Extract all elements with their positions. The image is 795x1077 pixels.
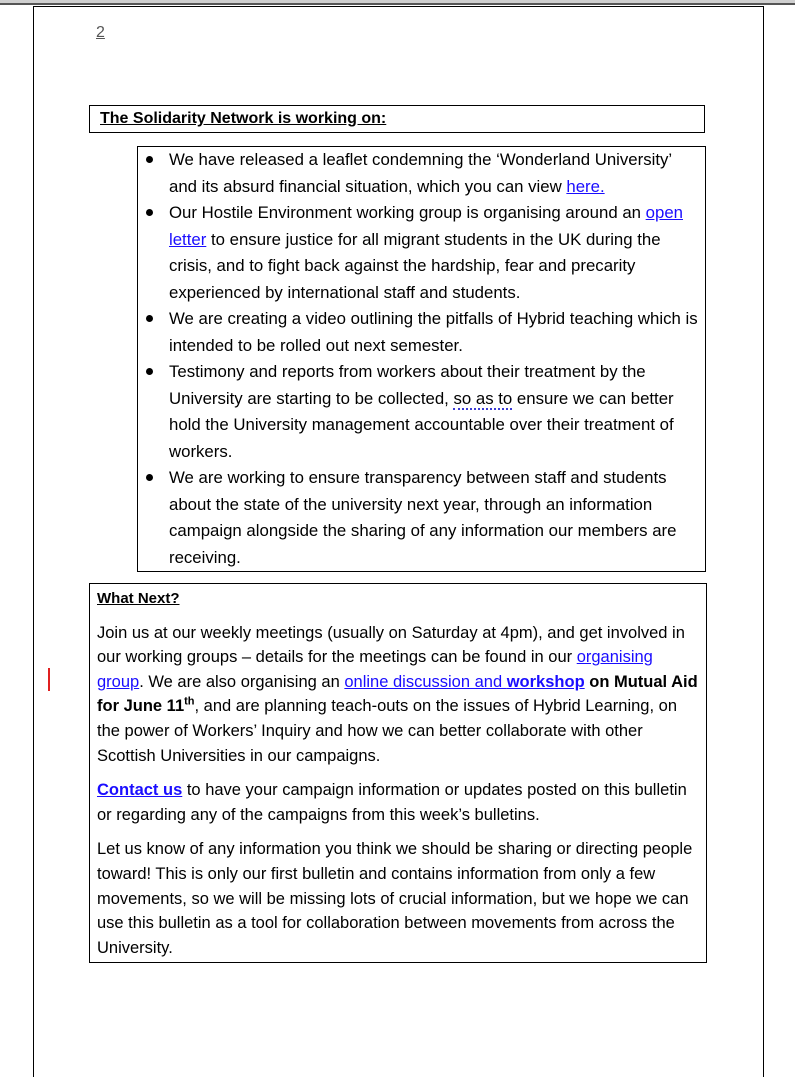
bullet-icon [146,315,153,322]
solidarity-list-item [138,465,705,571]
solidarity-list-item [138,306,705,359]
list-item-text: ensure we can better hold the University management accountable over their treatment of workers. [169,388,674,461]
what-next-paragraph-1 [97,621,699,769]
inline-link[interactable]: open letter [169,203,683,249]
organising-group-link[interactable]: organising group [97,648,653,691]
page-number: 2 [96,24,105,41]
solidarity-list-item [138,147,705,200]
solidarity-list [138,147,705,571]
p1-mutual-aid-text: on Mutual Aid for June 11 [97,672,698,716]
bullet-icon [146,156,153,163]
what-next-box [89,583,707,963]
solidarity-list-box [137,146,706,572]
what-next-heading: What Next? [97,590,180,607]
text-cursor [48,668,50,691]
bullet-icon [146,209,153,216]
online-discussion-link-text: online discussion and [344,672,507,691]
bullet-icon [146,474,153,481]
list-item-text: Testimony and reports from workers about their treatment by the University are starting to be collected, [169,362,646,408]
what-next-content [97,587,699,970]
solidarity-list-item [138,200,705,306]
list-item-text: We are creating a video outlining the pitfalls of Hybrid teaching which is intended to be rolled out next semester. [169,309,698,355]
bullet-icon [146,368,153,375]
p1-text-d: , and are planning teach-outs on the issues of Hybrid Learning, on the power of Workers’ Inquiry and how we can better collaborate with other Scottish Universities in our campaigns. [97,697,677,765]
p1-date-suffix: th [184,695,195,708]
p1-text-a: Join us at our weekly meetings (usually on Saturday at 4pm), and get involved in our working groups – details for the meetings can be found in our [97,623,685,667]
what-next-paragraph-2 [97,778,699,827]
grammar-flagged-text: so as to [453,388,513,408]
list-item-text: We have released a leaflet condemning the ‘Wonderland University’ and its absurd financial situation, which you can view [169,150,672,196]
solidarity-heading-box [89,105,705,133]
online-discussion-link[interactable] [344,673,584,691]
inline-link[interactable]: here. [566,176,605,196]
list-item-text: to ensure justice for all migrant students in the UK during the crisis, and to fight back against the hardship, fear and precarity experienced by international staff and students. [169,229,661,302]
what-next-paragraph-3: Let us know of any information you think we should be sharing or directing people toward! This is only our first bulletin and contains information from only a few movements, so we will be missing lots of crucial information, but we hope we can use this bulletin as a tool for collaboration between movements from across the University. [97,840,693,957]
workshop-link-text: workshop [506,672,585,691]
window-top-border [0,3,795,5]
p1-text-b: . We are also organising an [139,672,345,691]
list-item-text: Our Hostile Environment working group is organising around an [169,203,646,222]
p2-text: to have your campaign information or updates posted on this bulletin or regarding any of the campaigns from this week’s bulletins. [97,781,687,824]
list-item-text: We are working to ensure transparency between staff and students about the state of the university next year, through an information campaign alongside the sharing of any information our members are receiving. [169,468,677,567]
solidarity-heading: The Solidarity Network is working on: [100,110,387,127]
contact-us-link[interactable]: Contact us [97,781,183,800]
solidarity-list-item [138,359,705,465]
